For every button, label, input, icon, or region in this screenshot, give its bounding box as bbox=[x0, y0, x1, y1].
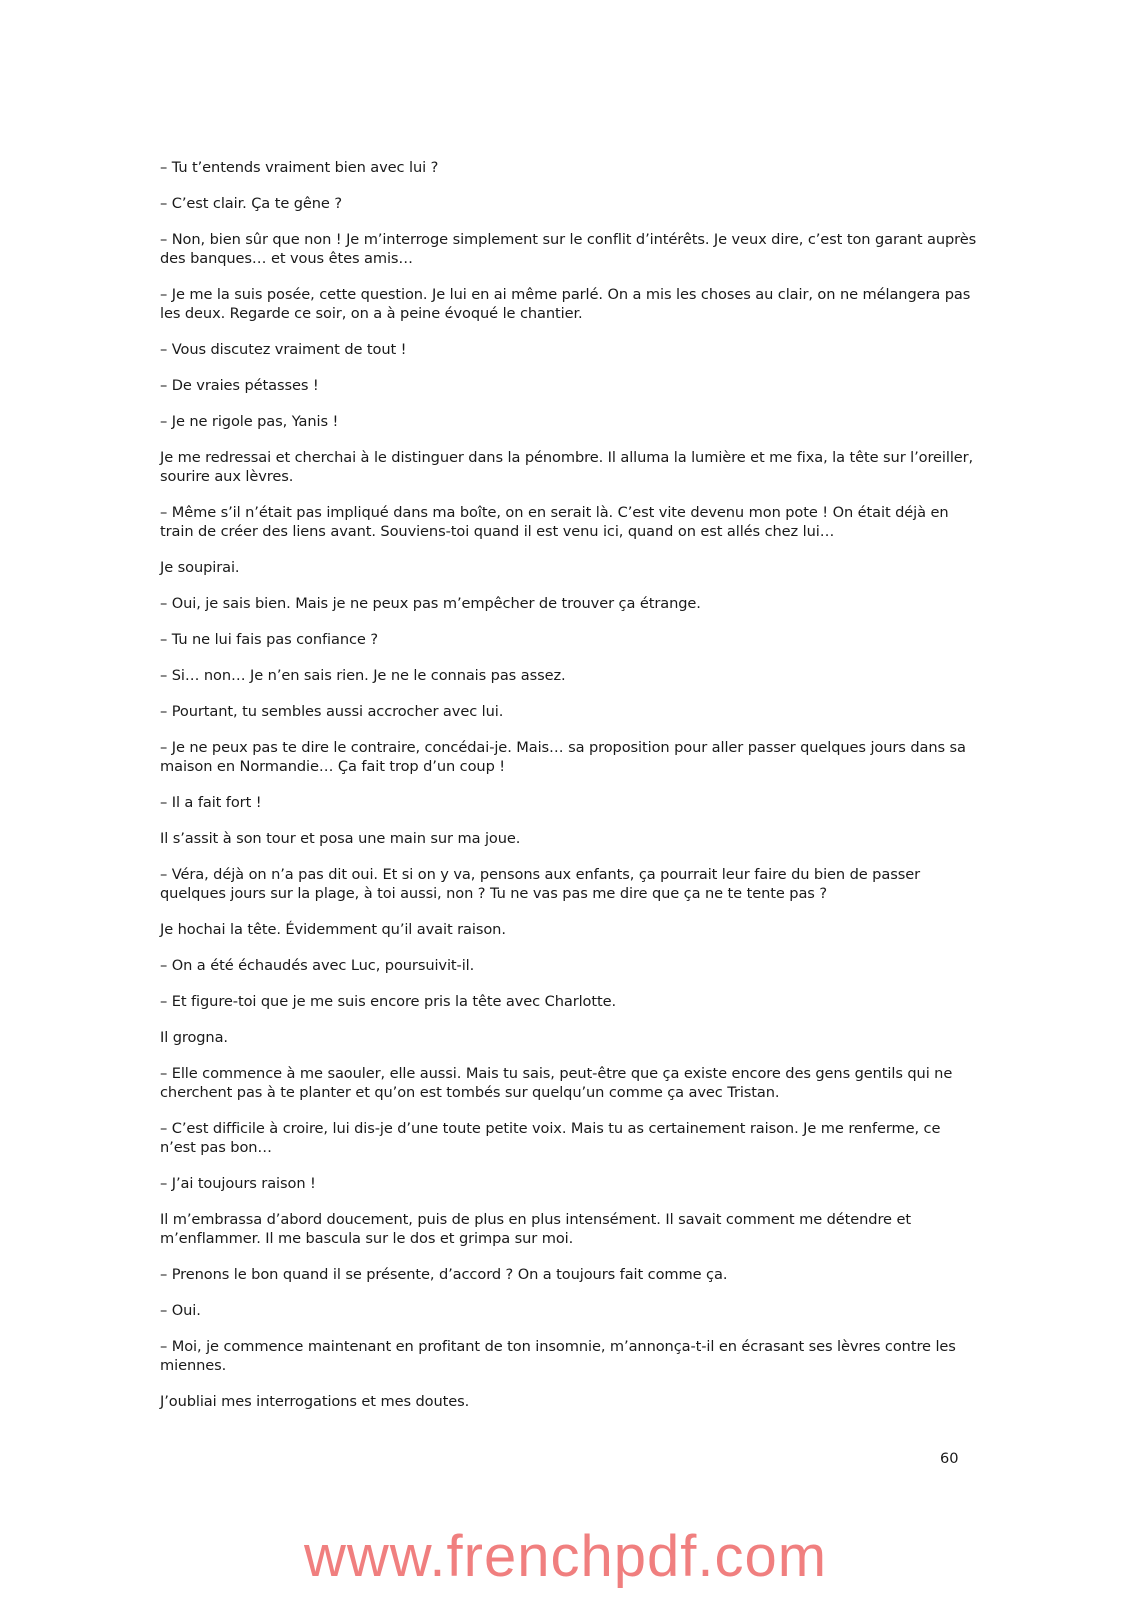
page-body bbox=[160, 158, 980, 1428]
paragraph: – J’ai toujours raison ! bbox=[160, 1175, 316, 1192]
paragraph: – De vraies pétasses ! bbox=[160, 377, 319, 394]
paragraph: – Véra, déjà on n’a pas dit oui. Et si on y va, pensons aux enfants, ça pourrait leur faire du bien de passer quelques jours sur la plage, à toi aussi, non ? Tu ne vas pas me dire que ça ne te tente pas ? bbox=[160, 866, 920, 902]
paragraph: – Elle commence à me saouler, elle aussi. Mais tu sais, peut-être que ça existe encore des gens gentils qui ne cherchent pas à te planter et qu’on est tombés sur quelqu’un comme ça avec Tristan. bbox=[160, 1065, 953, 1101]
paragraph: Il grogna. bbox=[160, 1029, 228, 1046]
paragraph: – C’est clair. Ça te gêne ? bbox=[160, 195, 342, 212]
page-number: 60 bbox=[940, 1450, 959, 1467]
paragraph: – Et figure-toi que je me suis encore pris la tête avec Charlotte. bbox=[160, 993, 617, 1010]
paragraph: J’oubliai mes interrogations et mes doutes. bbox=[160, 1393, 470, 1410]
paragraph: – On a été échaudés avec Luc, poursuivit-il. bbox=[160, 957, 475, 974]
paragraph: Il m’embrassa d’abord doucement, puis de plus en plus intensément. Il savait comment me détendre et m’enflammer. Il me bascula sur le dos et grimpa sur moi. bbox=[160, 1211, 911, 1247]
paragraph: – Même s’il n’était pas impliqué dans ma boîte, on en serait là. C’est vite devenu mon pote ! On était déjà en train de créer des liens avant. Souviens-toi quand il est venu ici, quand on est allés chez lui… bbox=[160, 504, 949, 540]
paragraph: – Prenons le bon quand il se présente, d’accord ? On a toujours fait comme ça. bbox=[160, 1266, 728, 1283]
paragraph: – Oui. bbox=[160, 1302, 201, 1319]
paragraph: Je soupirai. bbox=[160, 559, 240, 576]
paragraph: – Tu t’entends vraiment bien avec lui ? bbox=[160, 159, 439, 176]
paragraph: – Oui, je sais bien. Mais je ne peux pas m’empêcher de trouver ça étrange. bbox=[160, 595, 701, 612]
paragraph: – Non, bien sûr que non ! Je m’interroge simplement sur le conflit d’intérêts. Je veux dire, c’est ton garant auprès des banques… et vous êtes amis… bbox=[160, 231, 977, 267]
paragraph: – Tu ne lui fais pas confiance ? bbox=[160, 631, 378, 648]
paragraph: – C’est difficile à croire, lui dis-je d’une toute petite voix. Mais tu as certainement raison. Je me renferme, ce n’est pas bon… bbox=[160, 1120, 941, 1156]
paragraph: – Pourtant, tu sembles aussi accrocher avec lui. bbox=[160, 703, 504, 720]
paragraph: – Je me la suis posée, cette question. Je lui en ai même parlé. On a mis les choses au clair, on ne mélangera pas les deux. Regarde ce soir, on a à peine évoqué le chantier. bbox=[160, 286, 971, 322]
paragraph: Il s’assit à son tour et posa une main sur ma joue. bbox=[160, 830, 521, 847]
paragraph: – Il a fait fort ! bbox=[160, 794, 262, 811]
paragraph: Je hochai la tête. Évidemment qu’il avait raison. bbox=[160, 921, 506, 938]
paragraph: – Si… non… Je n’en sais rien. Je ne le connais pas assez. bbox=[160, 667, 566, 684]
paragraph: – Vous discutez vraiment de tout ! bbox=[160, 341, 407, 358]
paragraph: – Je ne peux pas te dire le contraire, concédai-je. Mais… sa proposition pour aller passer quelques jours dans sa maison en Normandie… Ça fait trop d’un coup ! bbox=[160, 739, 966, 775]
paragraph: – Moi, je commence maintenant en profitant de ton insomnie, m’annonça-t-il en écrasant ses lèvres contre les miennes. bbox=[160, 1338, 956, 1374]
watermark-link[interactable]: www.frenchpdf.com bbox=[303, 1524, 828, 1589]
paragraph: – Je ne rigole pas, Yanis ! bbox=[160, 413, 339, 430]
paragraph: Je me redressai et cherchai à le distinguer dans la pénombre. Il alluma la lumière et me fixa, la tête sur l’oreiller, sourire aux lèvres. bbox=[160, 449, 974, 485]
